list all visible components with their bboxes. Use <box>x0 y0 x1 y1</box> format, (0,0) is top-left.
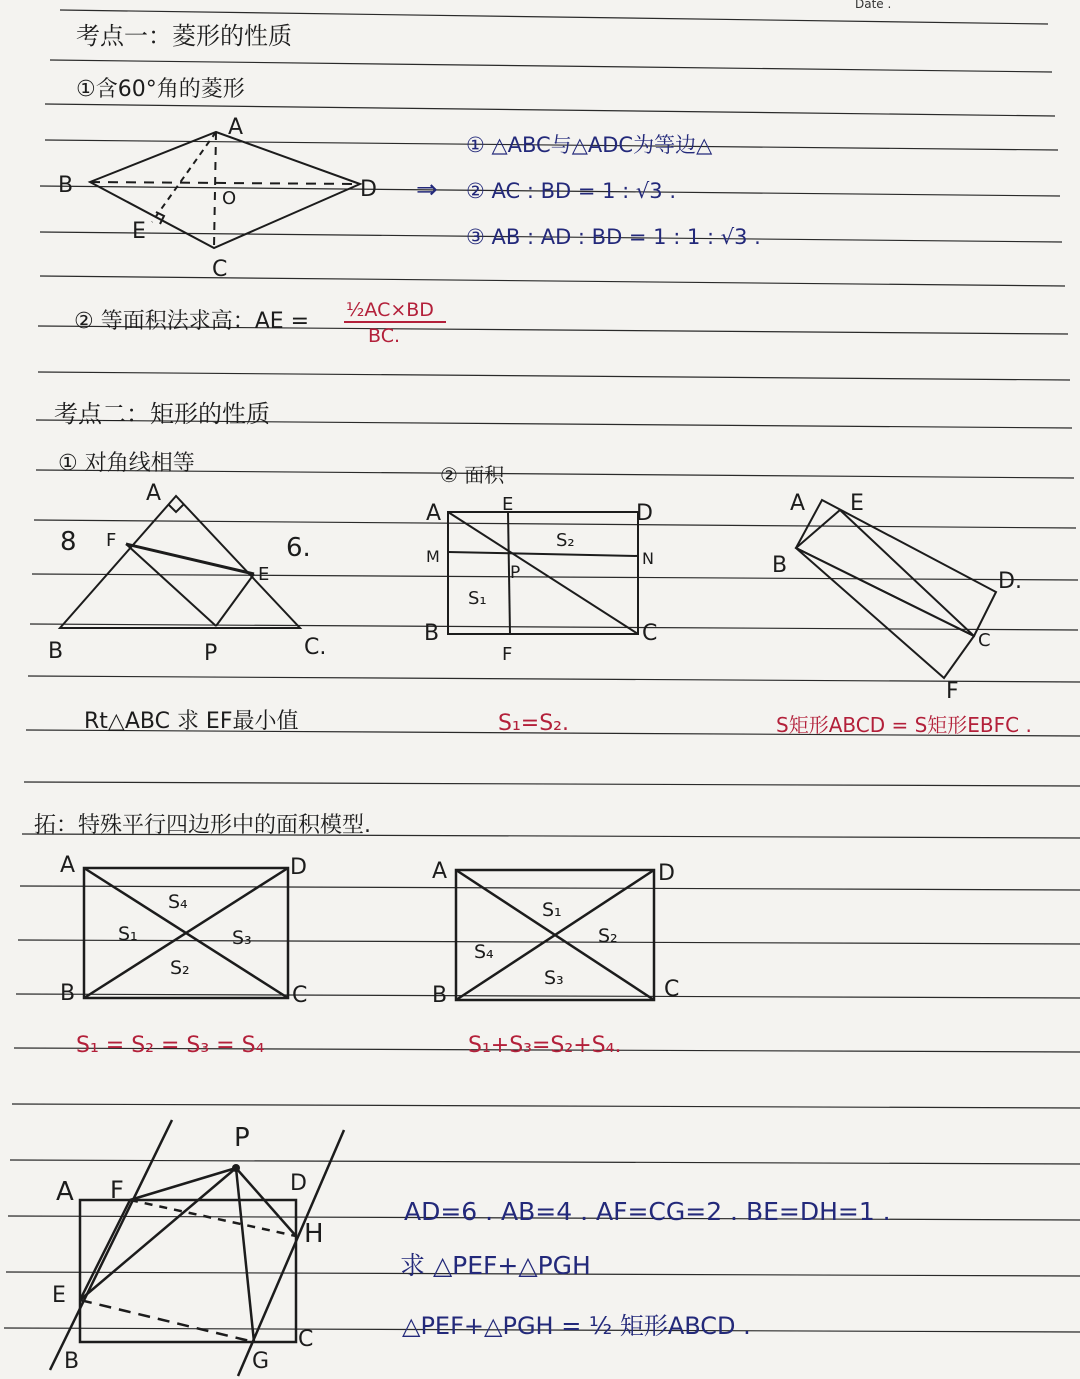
tri-side-ac: 6. <box>286 533 311 563</box>
rhombus-label-o: O <box>222 188 237 209</box>
rect2-label-d: D <box>636 501 653 526</box>
right-label-d: D <box>658 861 675 886</box>
right-label-s2: S₂ <box>598 925 618 947</box>
tri-label-p: P <box>204 641 218 666</box>
rhombus-label-e: E <box>132 219 146 244</box>
rhombus-label-a: A <box>228 115 244 140</box>
section2-sub2: ② 面积 <box>440 463 505 487</box>
tri-caption: Rt△ABC 求 EF最小值 <box>84 709 299 734</box>
rect2-label-n: N <box>642 549 654 568</box>
section3-title: 拓：特殊平行四边形中的面积模型. <box>34 813 371 838</box>
right-label-s1: S₁ <box>542 899 562 921</box>
left-label-s3: S₃ <box>232 927 252 949</box>
quad-label-f: F <box>110 1176 124 1204</box>
quad-label-g: G <box>252 1349 270 1374</box>
tri-label-f: F <box>106 530 117 551</box>
rhombus-prop-3: ③ AB : AD : BD = 1 : 1 : √3 . <box>466 225 761 249</box>
rect2-label-p: P <box>510 563 521 583</box>
rect3-label-f: F <box>946 679 959 704</box>
rect3-label-e: E <box>850 491 864 516</box>
rect3-label-c: C <box>978 630 991 651</box>
left-caption: S₁ = S₂ = S₃ = S₄ <box>76 1033 265 1058</box>
quad-label-p: P <box>234 1123 250 1153</box>
question-line: 求 △PEF+△PGH <box>400 1251 591 1280</box>
fraction-denominator: BC. <box>368 325 401 347</box>
quad-label-e: E <box>52 1283 66 1308</box>
left-label-d: D <box>290 855 307 880</box>
rect3-label-a: A <box>790 491 806 516</box>
section1-sub1: ①含60°角的菱形 <box>76 77 245 102</box>
quad-label-a: A <box>56 1177 74 1207</box>
rect2-label-b: B <box>424 621 440 646</box>
right-caption: S₁+S₃=S₂+S₄. <box>468 1033 622 1058</box>
tri-label-a: A <box>146 481 162 506</box>
rhombus-label-c: C <box>212 257 228 282</box>
answer-line: △PEF+△PGH = ½ 矩形ABCD . <box>402 1312 751 1340</box>
tri-label-b: B <box>48 639 64 664</box>
rhombus-prop-2: ② AC : BD = 1 : √3 . <box>466 179 676 203</box>
left-label-s2: S₂ <box>170 957 190 979</box>
left-label-a: A <box>60 853 76 878</box>
rect2-caption: S₁=S₂. <box>498 711 569 736</box>
rect-area-figure <box>448 512 638 634</box>
section2-sub1: ① 对角线相等 <box>58 451 195 476</box>
right-label-s3: S₃ <box>544 967 564 989</box>
right-label-c: C <box>664 977 680 1002</box>
right-label-s4: S₄ <box>474 941 494 963</box>
left-label-s4: S₄ <box>168 891 188 913</box>
given-line: AD=6 . AB=4 . AF=CG=2 . BE=DH=1 . <box>404 1197 891 1226</box>
quad-label-c: C <box>298 1327 314 1352</box>
section2-title: 考点二：矩形的性质 <box>54 400 270 428</box>
section1-title: 考点一：菱形的性质 <box>76 22 292 50</box>
quad-label-d: D <box>290 1171 307 1196</box>
tri-label-c: C. <box>304 635 327 660</box>
rect3-caption: S矩形ABCD = S矩形EBFC . <box>776 713 1032 737</box>
right-label-b: B <box>432 983 448 1008</box>
fraction-numerator: ½AC×BD <box>346 299 434 321</box>
rect2-label-m: M <box>426 547 440 566</box>
tri-side-ab: 8 <box>60 527 77 557</box>
rect2-label-c: C <box>642 621 658 646</box>
implies-arrow: ⇒ <box>416 175 438 205</box>
rect2-label-e: E <box>502 494 514 515</box>
rect2-label-s1: S₁ <box>468 588 487 609</box>
rect2-label-f: F <box>502 644 513 665</box>
date-label: Date . <box>855 0 892 11</box>
rect2-label-s2: S₂ <box>556 530 575 551</box>
area-method-label: ② 等面积法求高：AE = <box>74 309 310 334</box>
right-label-a: A <box>432 859 448 884</box>
rhombus-prop-1: ① △ABC与△ADC为等边△ <box>466 133 713 157</box>
left-label-s1: S₁ <box>118 923 138 945</box>
right-triangle-figure <box>60 496 300 628</box>
quad-label-b: B <box>64 1349 80 1374</box>
rect3-label-b: B <box>772 553 788 578</box>
left-label-c: C <box>292 983 308 1008</box>
rect2-label-a: A <box>426 501 442 526</box>
point-p-dot <box>232 1164 240 1172</box>
rect3-label-d: D. <box>998 569 1022 594</box>
quad-label-h: H <box>304 1219 324 1249</box>
left-label-b: B <box>60 981 76 1006</box>
rhombus-label-b: B <box>58 173 74 198</box>
tri-label-e: E <box>258 564 270 585</box>
rhombus-label-d: D <box>360 177 377 202</box>
